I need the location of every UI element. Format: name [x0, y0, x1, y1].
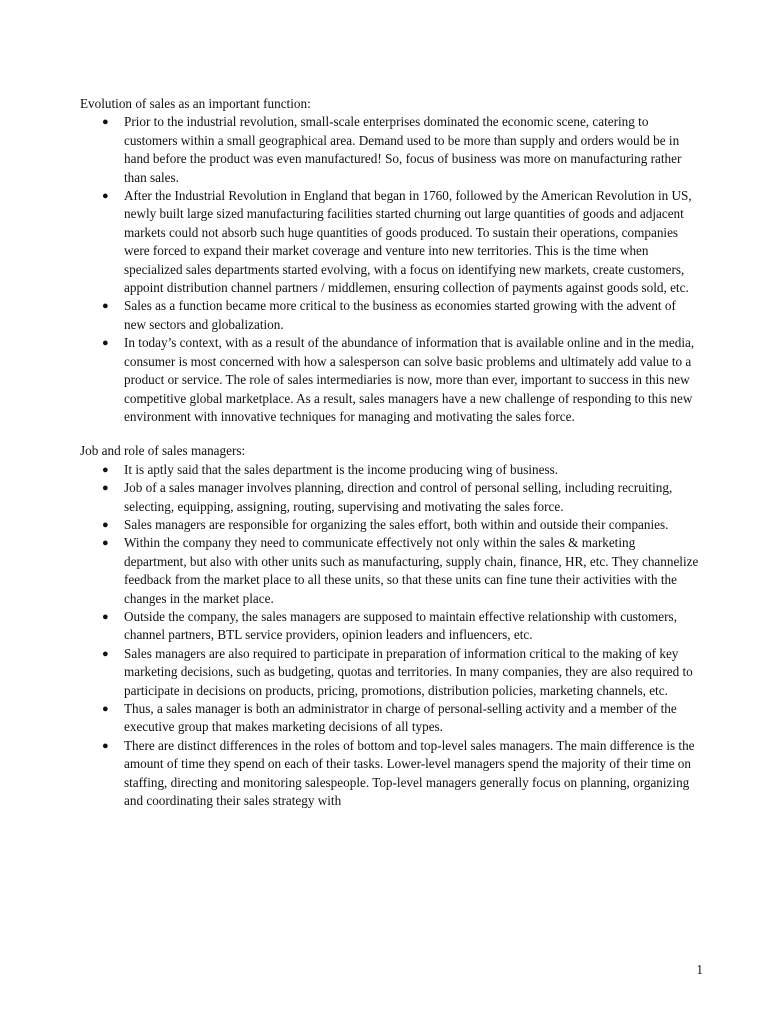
list-item — [80, 534, 700, 608]
bullet-icon: ● — [102, 300, 109, 313]
page-content — [80, 95, 700, 810]
list-item-text: Sales managers are responsible for organizing the sales effort, both within and outside their companies. — [124, 516, 669, 532]
list-item-text: Sales as a function became more critical to the business as economies started growing with the advent of new sectors and globalization. — [124, 298, 676, 332]
list-item-text: Sales managers are also required to participate in preparation of information critical to the making of key marketing decisions, such as budgeting, quotas and territories. In many companies, they are also required to participate in decisions on products, pricing, promotions, distribution policies, marketing channels, etc. — [124, 645, 693, 698]
list-item — [80, 479, 700, 516]
list-item — [80, 334, 700, 426]
job-role-bullet-list — [80, 461, 700, 811]
list-item-text: Prior to the industrial revolution, small-scale enterprises dominated the economic scene, catering to customers within a small geographical area. Demand used to be more than supply and orders would be in hand before the product was even manufactured! So, focus of business was more on manufacturing rather than sales. — [124, 114, 682, 185]
bullet-icon: ● — [102, 190, 109, 203]
list-item — [80, 187, 700, 297]
list-item-text: Outside the company, the sales managers are supposed to maintain effective relationship with customers, channel partners, BTL service providers, opinion leaders and influencers, etc. — [124, 608, 677, 643]
list-item — [80, 113, 700, 187]
list-item-text: It is aptly said that the sales department is the income producing wing of business. — [124, 461, 559, 477]
bullet-icon: ● — [102, 739, 109, 752]
section-heading-job-role: Job and role of sales managers: — [80, 443, 246, 459]
list-item-text: Job of a sales manager involves planning, direction and control of personal selling, including recruiting, selecting, equipping, assigning, routing, supervising and motivating the sales force. — [124, 480, 673, 514]
list-item-text: After the Industrial Revolution in England that began in 1760, followed by the American Revolution in US, newly built large sized manufacturing facilities started churning out large quantities of goods and adjacent markets could not absorb such huge quantities of goods produced. To sustain their operations, companies were forced to expand their market coverage and venture into new territories. This is the time when specialized sales departments started evolving, with a focus on identifying new markets, create customers, appoint distribution channel partners / middlemen, ensuring collection of payments against goods sold, etc. — [124, 188, 692, 296]
list-item-text: There are distinct differences in the roles of bottom and top-level sales managers. The main difference is the amount of time they spend on each of their tasks. Lower-level managers spend the majority of their time on staffing, directing and monitoring salespeople. Top-level managers generally focus on planning, organizing and coordinating their sales strategy with — [124, 737, 695, 809]
list-item-text: Within the company they need to communicate effectively not only within the sales & marketing department, but also with other units such as manufacturing, supply chain, finance, HR, etc. They channelize feedback from the market place to all these units, so that these units can fine tune their activities with the changes in the market place. — [124, 535, 699, 606]
bullet-icon: ● — [102, 610, 109, 623]
list-item — [80, 645, 700, 700]
bullet-icon: ● — [102, 463, 109, 476]
list-item — [80, 737, 700, 811]
bullet-icon: ● — [102, 482, 109, 495]
list-item — [80, 297, 700, 334]
bullet-icon: ● — [102, 647, 109, 660]
list-item — [80, 608, 700, 645]
list-item — [80, 700, 700, 737]
bullet-icon: ● — [102, 116, 109, 129]
section-spacer — [80, 426, 700, 442]
bullet-icon: ● — [102, 703, 109, 715]
section-heading-evolution: Evolution of sales as an important function: — [80, 96, 311, 111]
page-number: 1 — [696, 962, 703, 977]
list-item — [80, 461, 700, 479]
bullet-icon: ● — [102, 337, 109, 350]
list-item-text: Thus, a sales manager is both an administrator in charge of personal-selling activity and a member of the executive group that makes marketing decisions of all types. — [124, 701, 677, 735]
evolution-bullet-list — [80, 113, 700, 426]
bullet-icon: ● — [102, 518, 109, 531]
bullet-icon: ● — [102, 537, 109, 550]
list-item-text: In today’s context, with as a result of the abundance of information that is available online and in the media, consumer is most concerned with how a salesperson can solve basic problems and ultimately add value to a product or service. The role of sales intermediaries is now, more than ever, important to success in this new competitive global marketplace. As a result, sales managers have a new challenge of responding to this new environment with innovative techniques for managing and motivating the sales force. — [124, 335, 695, 424]
list-item — [80, 516, 700, 534]
